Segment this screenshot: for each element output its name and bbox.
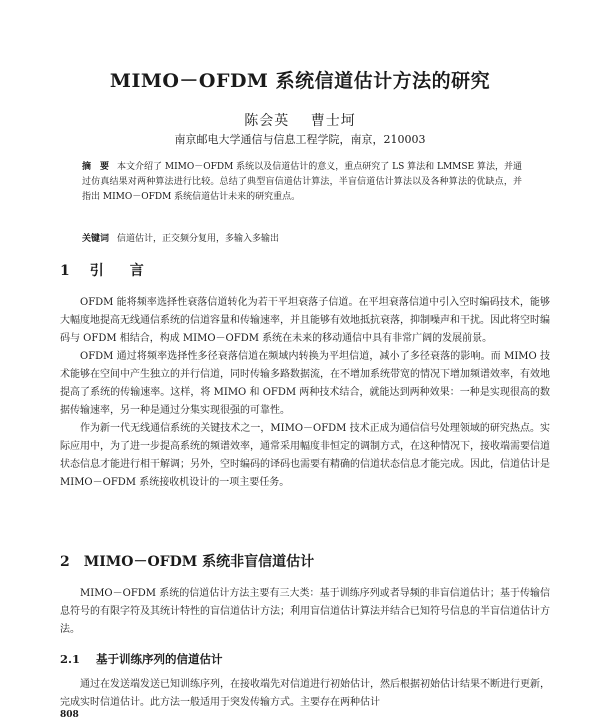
section-body xyxy=(60,585,550,639)
subsection-heading xyxy=(60,651,223,667)
section-title: MIMO－OFDM 系统非盲信道估计 xyxy=(83,554,315,570)
author-name: 曹士坷 xyxy=(310,113,356,129)
section-title: 引 言 xyxy=(89,263,150,279)
section-heading xyxy=(60,551,314,571)
paragraph: OFDM 能将频率选择性衰落信道转化为若干平坦衰落子信道。在平坦衰落信道中引入空时编码技术，能够大幅度地提高无线通信系统的信道容量和传输速率，并且能够有效地抵抗衰落，抑制噪声和干扰。因此将空时编码与 OFDM 相结合，构成 MIMO－OFDM 系统在未来的移动通信中具有非常广阔的发展前景。 xyxy=(60,297,550,344)
page-number: 808 xyxy=(60,710,79,720)
subsection-title: 基于训练序列的信道估计 xyxy=(96,652,223,666)
paragraph: OFDM 通过将频率选择性多径衰落信道在频域内转换为平坦信道，减小了多径衰落的影响。而 MIMO 技术能够在空间中产生独立的并行信道，同时传输多路数据流，在不增加系统带宽的情况下增加频谱效率，有效地提高了系统的传输速率。这样，将 MIMO 和 OFDM 两种技术结合，就能达到两种效果：一种是实现很高的数据传输速率，另一种是通过分集实现很强的可靠性。 xyxy=(60,351,550,416)
keywords-label: 关键词 xyxy=(82,234,110,244)
keywords xyxy=(82,232,522,246)
paragraph: MIMO－OFDM 系统的信道估计方法主要有三大类：基于训练序列或者导频的非盲信道估计；基于传输信息符号的有限字符及其统计特性的盲信道估计方法；利用盲信道估计算法并结合已知符号信息的半盲信道估计方法。 xyxy=(60,588,550,635)
paragraph: 作为新一代无线通信系统的关键技术之一，MIMO－OFDM 技术正成为通信信号处理领域的研究热点。实际应用中，为了进一步提高系统的频谱效率，通常采用幅度非恒定的调制方式，在这种情况下，接收端需要信道状态信息才能进行相干解调；另外，空时编码的译码也需要有精确的信道状态信息才能完成。因此，信道估计是 MIMO－OFDM 系统接收机设计的一项主要任务。 xyxy=(60,423,550,488)
abstract-text: 本文介绍了 MIMO－OFDM 系统以及信道估计的意义，重点研究了 LS 算法和 LMMSE 算法，并通过仿真结果对两种算法进行比较。总结了典型盲信道估计算法，半盲信道估计算法以及各种算法的优缺点，并指出 MIMO－OFDM 系统信道估计未来的研究重点。 xyxy=(82,162,522,202)
keywords-text: 信道估计，正交频分复用，多输入多输出 xyxy=(117,234,280,244)
section-heading xyxy=(60,260,150,280)
paragraph: 通过在发送端发送已知训练序列，在接收端先对信道进行初始估计，然后根据初始估计结果不断进行更新，完成实时信道估计。此方法一般适用于突发传输方式。主要存在两种估计 xyxy=(60,679,550,708)
author-list xyxy=(0,110,600,130)
section-body xyxy=(60,294,550,492)
author-name: 陈会英 xyxy=(244,113,290,129)
section-number: 1 xyxy=(60,263,76,279)
abstract xyxy=(82,160,522,205)
paper-title: MIMO－OFDM 系统信道估计方法的研究 xyxy=(109,70,491,92)
section-body xyxy=(60,676,550,712)
subsection-number: 2.1 xyxy=(60,652,81,666)
affiliation: 南京邮电大学通信与信息工程学院，南京，210003 xyxy=(174,133,426,146)
abstract-label: 摘 要 xyxy=(82,162,110,172)
section-number: 2 xyxy=(60,554,70,570)
